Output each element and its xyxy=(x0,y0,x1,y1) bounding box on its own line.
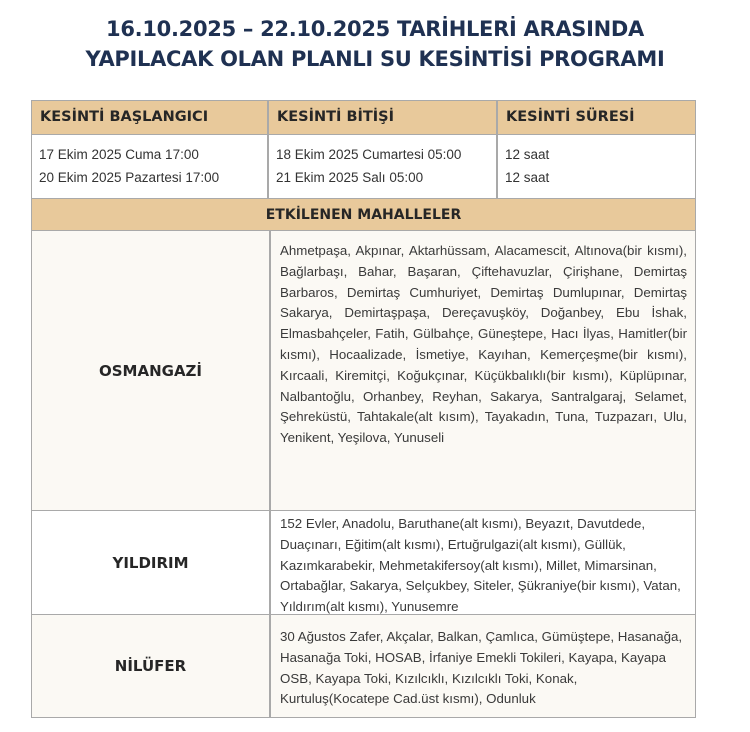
end-time: 21 Ekim 2025 Salı 05:00 xyxy=(276,170,424,185)
district-name: OSMANGAZİ xyxy=(32,231,271,510)
end-time: 18 Ekim 2025 Cumartesi 05:00 xyxy=(276,147,462,162)
header-end: KESİNTİ BİTİŞİ xyxy=(269,101,498,134)
district-name: NİLÜFER xyxy=(32,615,271,717)
table-header-row xyxy=(32,100,695,134)
water-outage-table xyxy=(31,100,696,718)
title-line-2: YAPILACAK OLAN PLANLI SU KESİNTİSİ PROGRAMI xyxy=(85,47,665,71)
header-duration: KESİNTİ SÜRESİ xyxy=(506,109,635,125)
start-time: 17 Ekim 2025 Cuma 17:00 xyxy=(39,147,199,162)
start-time: 20 Ekim 2025 Pazartesi 17:00 xyxy=(39,170,220,185)
district-row-nilufer xyxy=(32,614,695,717)
district-neighborhoods: 30 Ağustos Zafer, Akçalar, Balkan, Çamlıca, Gümüştepe, Hasanağa, Hasanağa Toki, HOSAB, İrfaniye Emekli Tokileri, Kayapa, Kayapa OSB, Kayapa Toki, Kızılcıklı, Kızılcıklı Toki, Konak, Kurtuluş(Kocatepe Cad.üst kısmı), Odunluk xyxy=(280,629,683,707)
title-line-1: 16.10.2025 – 22.10.2025 TARİHLERİ ARASINDA xyxy=(106,17,644,41)
header-start: KESİNTİ BAŞLANGICI xyxy=(32,101,269,134)
durations-cell xyxy=(498,135,695,198)
district-row-yildirim xyxy=(32,510,695,614)
duration: 12 saat xyxy=(505,170,550,185)
duration: 12 saat xyxy=(505,147,550,162)
page-title xyxy=(0,14,750,74)
district-neighborhoods: 152 Evler, Anadolu, Baruthane(alt kısmı), Beyazıt, Davutdede, Duaçınarı, Eğitim(alt kısmı), Ertuğrulgazi(alt kısmı), Güllük, Kazımkarabekir, Mehmetakifersoy(alt kısmı), Millet, Mimarsinan, Ortabağlar, Sakarya, Selçukbey, Siteler, Şükraniye(bir kısmı), Vatan, Yıldırım(alt kısmı), Yunusemre xyxy=(280,516,681,615)
start-times-cell xyxy=(32,135,269,198)
end-times-cell xyxy=(269,135,498,198)
schedule-row xyxy=(32,134,695,198)
district-row-osmangazi xyxy=(32,230,695,510)
district-neighborhoods: Ahmetpaşa, Akpınar, Aktarhüssam, Alacamescit, Altınova(bir kısmı), Bağlarbaşı, Bahar, Başaran, Çiftehavuzlar, Çirişhane, Demirtaş Barbaros, Demirtaş Cumhuriyet, Demirtaş Dumlupınar, Demirtaş Sakarya, Demirtaşpaşa, Dereçavuşköy, Doğanbey, Ebu İshak, Elmasbahçeler, Fatih, Gülbahçe, Güneştepe, Hacı İlyas, Hamitler(bir kısmı), Hocaalizade, İsmetiye, Kayıhan, Kemerçeşme(bir kısmı), Kırcaali, Kiremitçi, Koğukçınar, Küçükbalıklı(bir kısmı), Küplüpınar, Nalbantoğlu, Orhanbey, Reyhan, Sakarya, Santralgaraj, Selamet, Şehreküstü, Tahtakale(alt kısım), Tayakadın, Tuna, Tuzpazarı, Ulu, Yenikent, Yeşilova, Yunuseli xyxy=(280,243,687,446)
affected-neighborhoods-header: ETKİLENEN MAHALLELER xyxy=(32,198,695,230)
district-name: YILDIRIM xyxy=(32,511,271,614)
